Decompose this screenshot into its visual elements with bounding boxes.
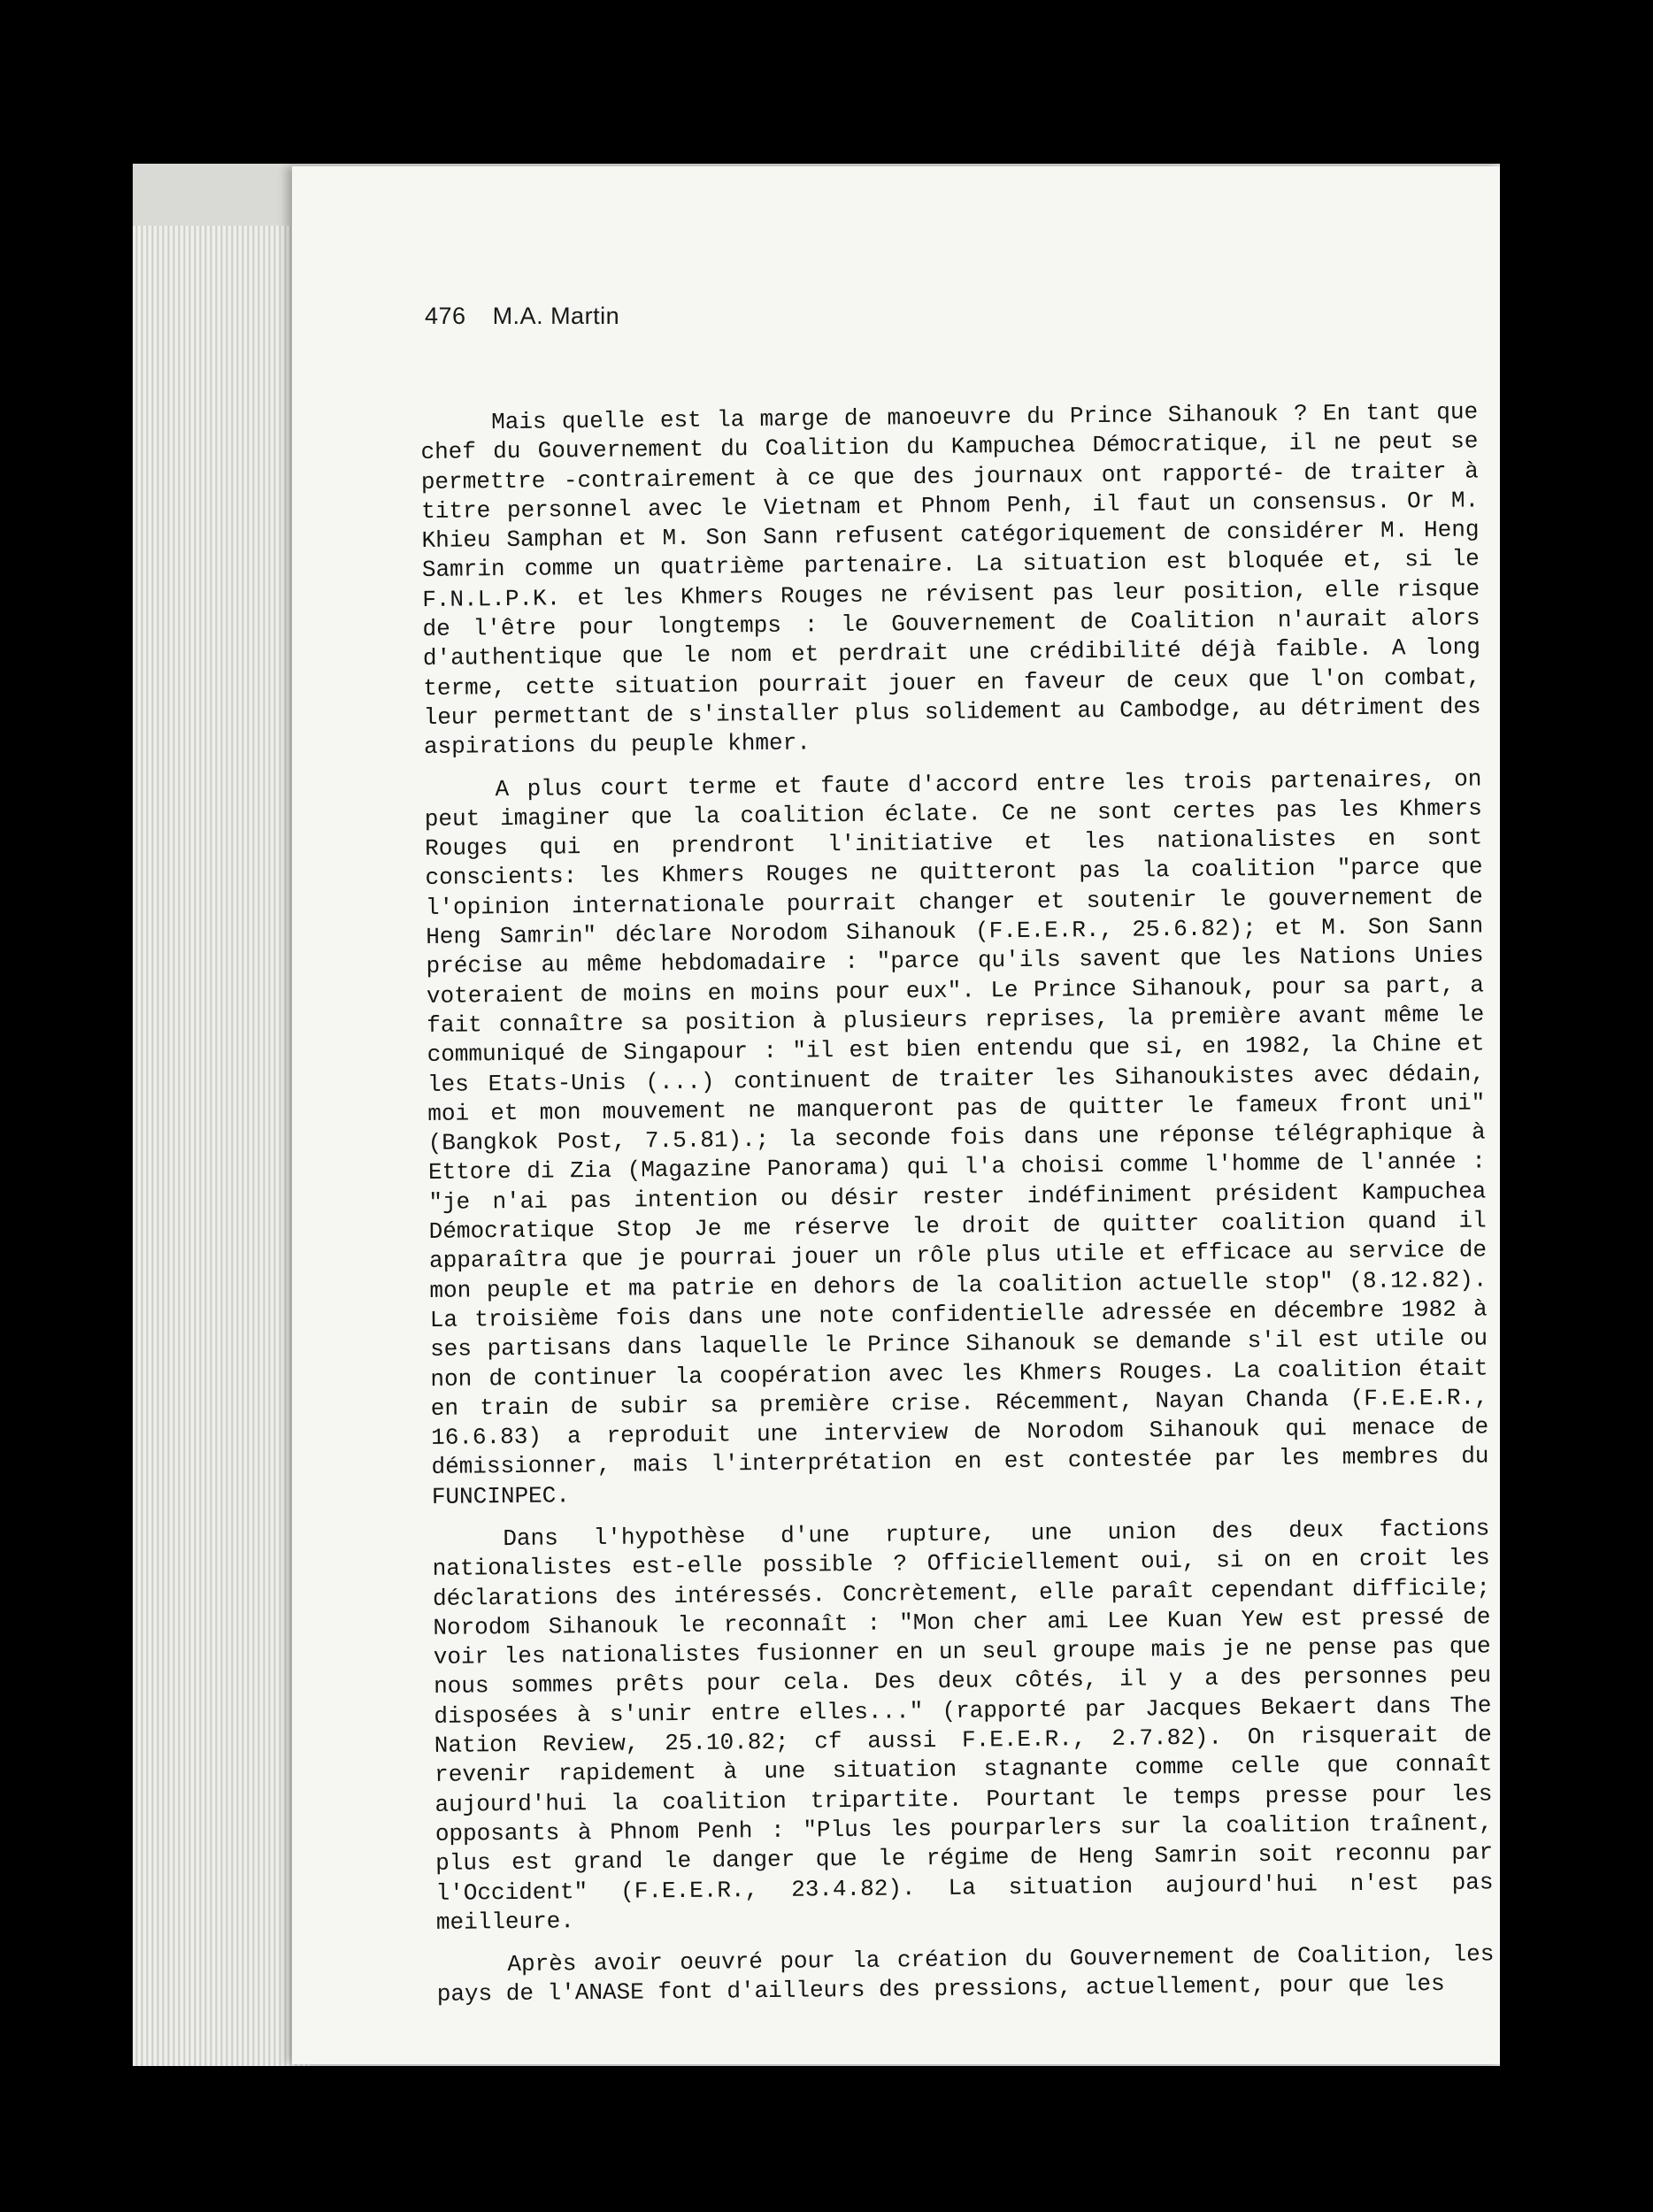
page-number: 476 bbox=[425, 303, 466, 329]
paragraph-4: Après avoir oeuvré pour la création du Gouvernement de Coalition, les pays de l'ANASE font d'ailleurs des pressions, actuellement, pour que les bbox=[436, 1940, 1495, 2008]
body-text bbox=[420, 397, 1495, 2009]
running-header bbox=[425, 303, 646, 330]
author-name: M.A. Martin bbox=[492, 303, 620, 329]
paragraph-2: A plus court terme et faute d'accord entre les trois partenaires, on peut imaginer que la coalition éclate. Ce ne sont certes pas les Khmers Rouges qui en prendront l'initiative et les nationalistes en sont conscients: les Khmers Rouges ne quitteront pas la coalition "parce que l'opinion internationale pourrait changer et soutenir le gouvernement de Heng Samrin" déclare Norodom Sihanouk (F.E.E.R., 25.6.82); et M. Son Sann précise au même hebdomadaire : "parce qu'ils savent que les Nations Unies voteraient de moins en moins pour eux". Le Prince Sihanouk, pour sa part, a fait connaître sa position à plusieurs reprises, la première avant même le communiqué de Singapour : "il est bien entendu que si, en 1982, la Chine et les Etats-Unis (...) continuent de traiter les Sihanoukistes avec dédain, moi et mon mouvement ne manqueront pas de quitter le fameux front uni" (Bangkok Post, 7.5.81).; la seconde fois dans une réponse télégraphique à Ettore di Zia (Magazine Panorama) qui l'a choisi comme l'homme de l'année : "je n'ai pas intention ou désir rester indéfiniment président Kampuchea Démocratique Stop Je me réserve le droit de quitter coalition quand il apparaîtra que je pourrai jouer un rôle plus utile et efficace au service de mon peuple et ma patrie en dehors de la coalition actuelle stop" (8.12.82). La troisième fois dans une note confidentielle adressée en décembre 1982 à ses partisans dans laquelle le Prince Sihanouk se demande s'il est utile ou non de continuer la coopération avec les Khmers Rouges. La coalition était en train de subir sa première crise. Récemment, Nayan Chanda (F.E.E.R., 16.6.83) a reproduit une interview de Norodom Sihanouk qui menace de démissionner, mais l'interprétation en est contestée par les membres du FUNCINPEC. bbox=[424, 765, 1489, 1510]
paragraph-1: Mais quelle est la marge de manoeuvre du Prince Sihanouk ? En tant que chef du Gouvernement du Coalition du Kampuchea Démocratique, il ne peut se permettre -contrairement à ce que des journaux ont rapporté- de traiter à titre personnel avec le Vietnam et Phnom Penh, il faut un consensus. Or M. Khieu Samphan et M. Son Sann refusent catégoriquement de considérer M. Heng Samrin comme un quatrième partenaire. La situation est bloquée et, si le F.N.L.P.K. et les Khmers Rouges ne révisent pas leur position, elle risque de l'être pour longtemps : le Gouvernement de Coalition n'aurait alors d'authentique que le nom et perdrait une crédibilité déjà faible. A long terme, cette situation pourrait jouer en faveur de ceux que l'on combat, leur permettant de s'installer plus solidement au Cambodge, au détriment des aspirations du peuple khmer. bbox=[420, 398, 1481, 761]
paragraph-3: Dans l'hypothèse d'une rupture, une union des deux factions nationalistes est-elle possible ? Officiellement oui, si on en croit les déclarations des intéressés. Concrètement, elle paraît cependant difficile; Norodom Sihanouk le reconnaît : "Mon cher ami Lee Kuan Yew est pressé de voir les nationalistes fusionner en un seul groupe mais je ne pense pas que nous sommes prêts pour cela. Des deux côtés, il y a des personnes peu disposées à s'unir entre elles..." (rapporté par Jacques Bekaert dans The Nation Review, 25.10.82; cf aussi F.E.E.R., 2.7.82). On risquerait de revenir rapidement à une situation stagnante comme celle que connaît aujourd'hui la coalition tripartite. Pourtant le temps presse pour les opposants à Phnom Penh : "Plus les pourparlers sur la coalition traînent, plus est grand le danger que le régime de Heng Samrin soit reconnu par l'Occident" (F.E.E.R., 23.4.82). La situation aujourd'hui n'est pas meilleure. bbox=[432, 1515, 1494, 1936]
page-edges bbox=[133, 226, 310, 2066]
